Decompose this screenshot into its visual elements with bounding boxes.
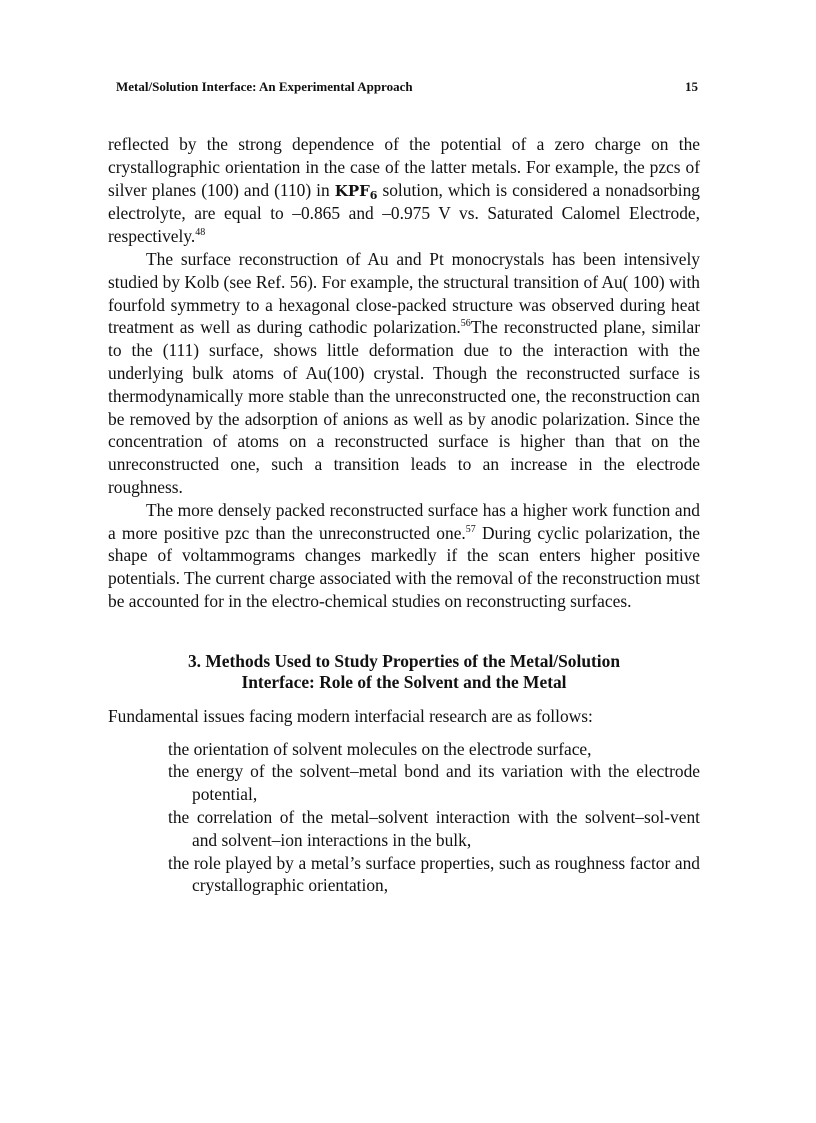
paragraph-text: During cyclic polarization, the shape of voltammograms changes markedly if the scan enters higher positive potentials. The current charge associated with the removal of the reconstruction must be accounted for in the electro-chemical studies on reconstructing surfaces. xyxy=(108,522,700,611)
paragraph-surface-reconstruction xyxy=(108,248,700,499)
paragraph-text: solution, which is considered a nonadsorbing electrolyte, are equal to –0.865 and –0.975 V vs. Saturated Calomel Electrode, respectively. xyxy=(108,179,700,247)
formula-base: KPF xyxy=(334,181,370,200)
paragraph-work-function xyxy=(108,499,700,613)
section-heading xyxy=(108,651,700,693)
list-item: the role played by a metal’s surface properties, such as roughness factor and crystallographic orientation, xyxy=(168,852,700,896)
page-number: 15 xyxy=(685,79,698,94)
issues-list xyxy=(108,738,700,898)
section-heading-line1: 3. Methods Used to Study Properties of the Metal/Solution xyxy=(187,650,620,671)
chemical-formula xyxy=(335,182,378,200)
list-item: the orientation of solvent molecules on the electrode surface, xyxy=(168,738,592,759)
paragraph-pzc-silver xyxy=(108,133,700,248)
paragraph-text: The more densely packed reconstructed surface has a higher work function and a more positive pzc than the unreconstructed one. xyxy=(108,499,700,543)
list-item: the energy of the solvent–metal bond and its variation with the electrode potential, xyxy=(168,761,700,805)
reference-superscript: 56 xyxy=(460,318,471,330)
formula-subscript: 6 xyxy=(369,188,378,202)
paragraph-text: The surface reconstruction of Au and Pt monocrystals has been intensively studied by Kolb (see Ref. 56). For example, the structural transition of Au( 100) with fourfold symmetry to a hexagonal close-packed structure was observed during heat treatment as well as during cathodic polarization. xyxy=(108,248,700,338)
reference-superscript: 57 xyxy=(465,523,476,535)
body-text xyxy=(108,133,700,897)
running-header-title: Metal/Solution Interface: An Experimental Approach xyxy=(116,79,413,94)
paragraph-text: The reconstructed plane, similar to the (111) surface, shows little deformation due to the interaction with the underlying bulk atoms of Au(100) crystal. Though the reconstructed surface is thermodynamically more stable than the unreconstructed one, the reconstruction can be removed by the adsorption of anions as well as by anodic polarization. Since the concentration of atoms on a reconstructed surface is higher than that on the unreconstructed one, such a transition leads to an increase in the electrode roughness. xyxy=(108,317,700,497)
section-heading-line2: Interface: Role of the Solvent and the Metal xyxy=(241,671,567,692)
reference-superscript: 48 xyxy=(195,227,206,239)
section-intro: Fundamental issues facing modern interfacial research are as follows: xyxy=(108,705,593,726)
paragraph-text: reflected by the strong dependence of the potential of a zero charge on the crystallographic orientation in the case of the latter metals. For example, the pzcs of silver planes (100) and (110) in xyxy=(108,134,700,200)
list-item: the correlation of the metal–solvent interaction with the solvent–sol-vent and solvent–ion interactions in the bulk, xyxy=(168,806,700,850)
